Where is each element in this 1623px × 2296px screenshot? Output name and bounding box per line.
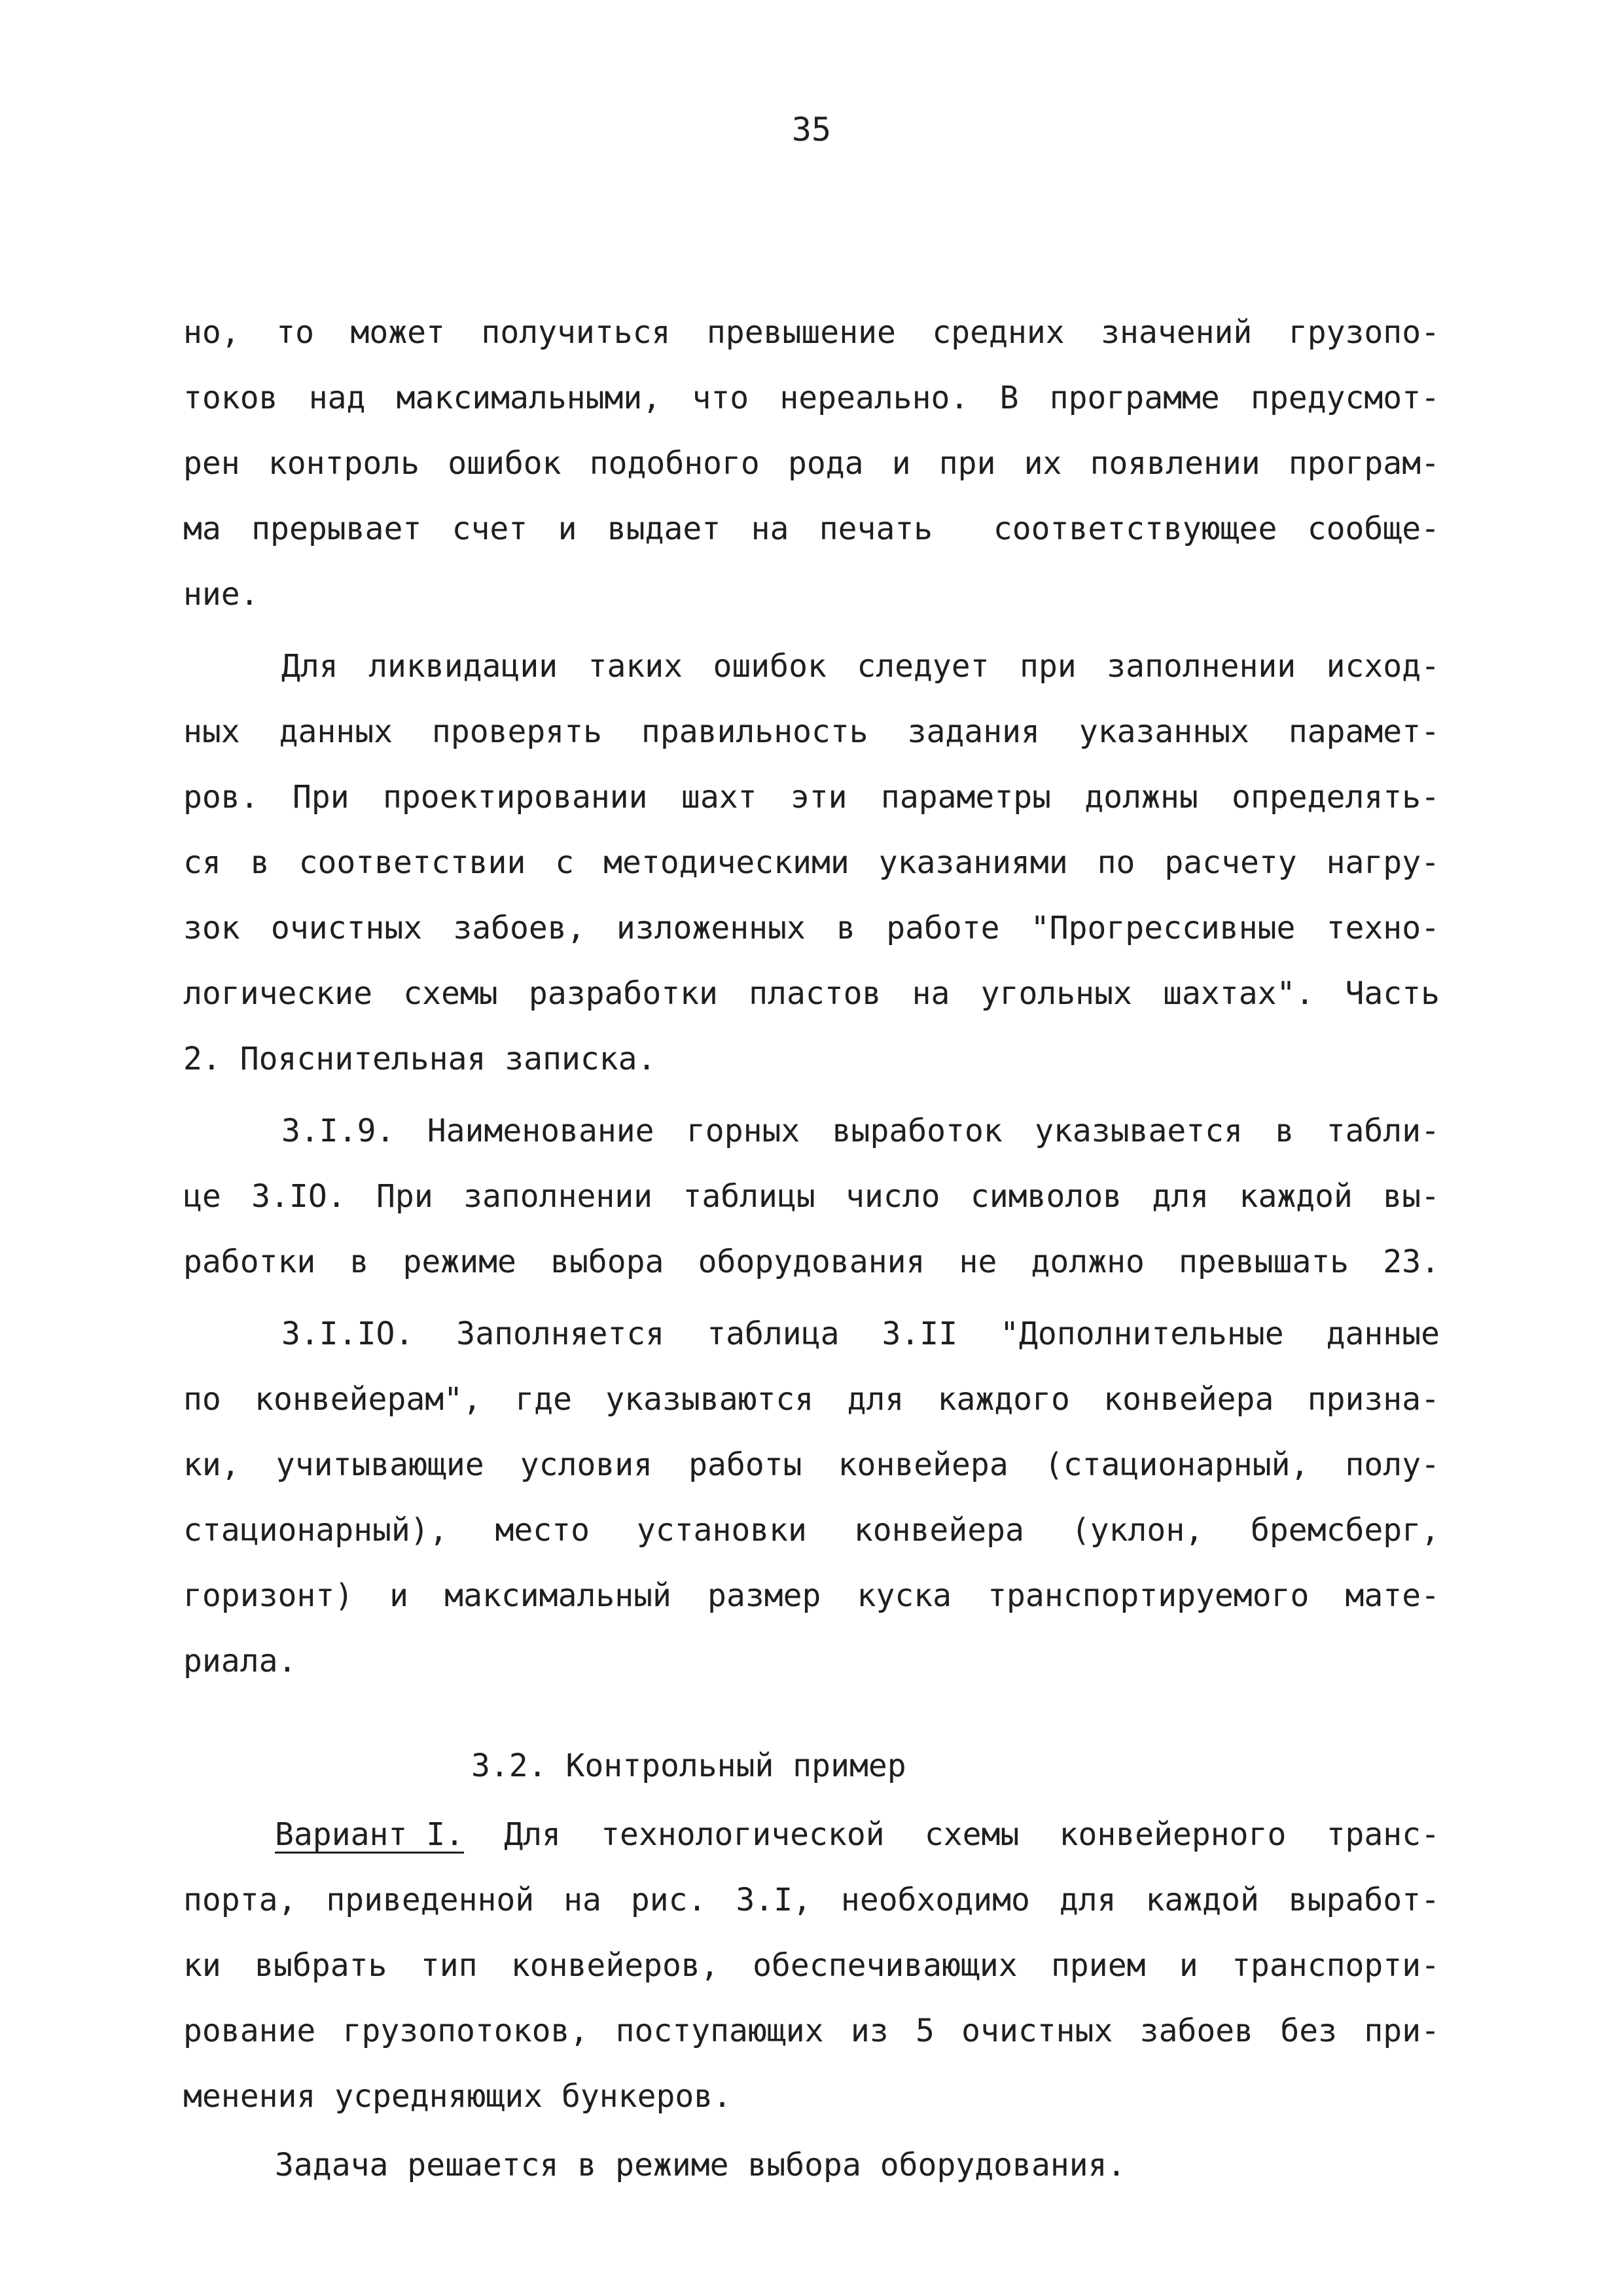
text-line: це 3.IO. При заполнении таблицы число символов для каждой вы-	[183, 1178, 1440, 1215]
text-line: риала.	[183, 1643, 297, 1679]
text-line: Для технологической схемы конвейерного транс-	[463, 1816, 1440, 1853]
text-line: рен контроль ошибок подобного рода и при их появлении програм-	[183, 445, 1440, 482]
text-line: логические схемы разработки пластов на угольных шахтах". Часть	[183, 975, 1440, 1012]
text-line: 3.I.9. Наименование горных выработок указывается в табли-	[281, 1113, 1440, 1149]
page-number: 35	[791, 111, 832, 149]
text-line: по конвейерам", где указываются для каждого конвейера призна-	[183, 1381, 1440, 1418]
text-line: Для ликвидации таких ошибок следует при заполнении исход-	[281, 648, 1440, 685]
text-line: работки в режиме выбора оборудования не должно превышать 23.	[183, 1244, 1440, 1280]
text-line: менения усредняющих бункеров.	[183, 2078, 732, 2115]
text-line: ки, учитывающие условия работы конвейера (стационарный, полу-	[183, 1446, 1440, 1483]
text-line: порта, приведенной на рис. 3.I, необходимо для каждой выработ-	[183, 1882, 1440, 1918]
text-line: ние.	[183, 576, 259, 613]
text-line: 3.I.IO. Заполняется таблица 3.II "Дополнительные данные	[281, 1316, 1440, 1352]
variant-label: Вариант I.	[275, 1816, 464, 1853]
text-line: зок очистных забоев, изложенных в работе "Прогрессивные техно-	[183, 910, 1440, 946]
text-line: 2. Пояснительная записка.	[183, 1041, 656, 1077]
text-line: но, то может получиться превышение средних значений грузопо-	[183, 314, 1440, 351]
variant-line	[275, 1803, 1440, 1869]
text-line: Задача решается в режиме выбора оборудования.	[275, 2147, 1126, 2183]
text-line: ки выбрать тип конвейеров, обеспечивающих прием и транспорти-	[183, 1947, 1440, 1984]
text-line: ров. При проектировании шахт эти параметры должны определять-	[183, 779, 1440, 816]
text-line: ных данных проверять правильность задания указанных парамет-	[183, 713, 1440, 750]
text-line: ма прерывает счет и выдает на печать соответствующее сообще-	[183, 511, 1440, 547]
section-heading: 3.2. Контрольный пример	[471, 1748, 906, 1784]
text-line: рование грузопотоков, поступающих из 5 очистных забоев без при-	[183, 2013, 1440, 2049]
text-line: стационарный), место установки конвейера (уклон, бремсберг,	[183, 1512, 1440, 1549]
text-line: токов над максимальными, что нереально. В программе предусмот-	[183, 380, 1440, 416]
text-line: ся в соответствии с методическими указаниями по расчету нагру-	[183, 844, 1440, 881]
text-line: горизонт) и максимальный размер куска транспортируемого мате-	[183, 1577, 1440, 1614]
